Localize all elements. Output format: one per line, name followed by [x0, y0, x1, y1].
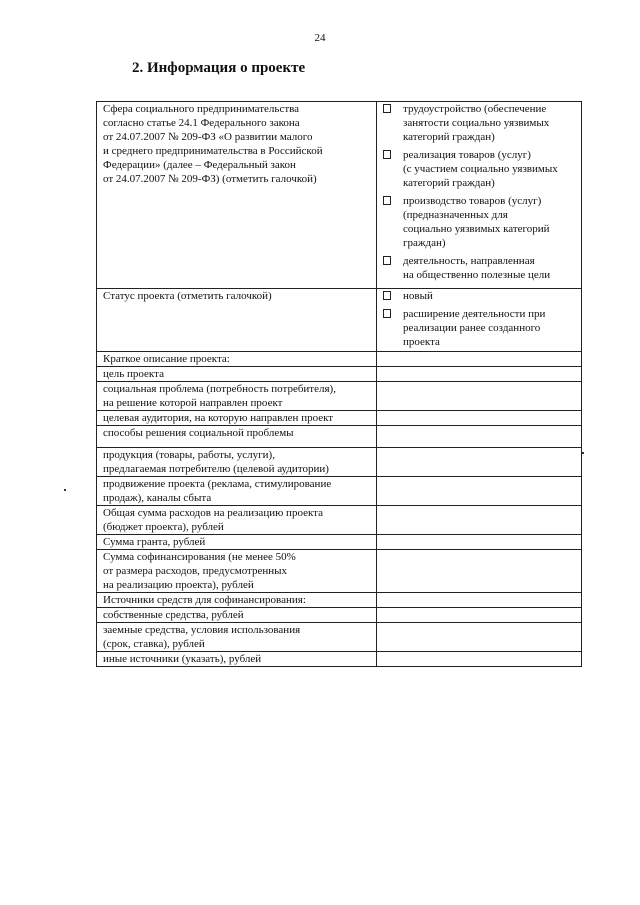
row-label: социальная проблема (потребность потребителя), на решение которой направлен проект: [103, 383, 336, 409]
sphere-option-public-benefit[interactable]: [383, 254, 578, 282]
table-row: [97, 550, 582, 593]
table-row: [97, 382, 582, 411]
project-info-table: [96, 101, 582, 667]
row-label: целевая аудитория, на которую направлен проект: [103, 412, 334, 424]
checkbox-icon[interactable]: [383, 309, 391, 318]
status-options-cell: [377, 289, 582, 352]
row-label: Сумма гранта, рублей: [103, 536, 206, 548]
row-label: продукция (товары, работы, услуги), предлагаемая потребителю (целевой аудитории): [103, 449, 329, 475]
table-row: [97, 506, 582, 535]
value-cell[interactable]: [377, 550, 582, 593]
scan-speck: [582, 452, 584, 454]
value-cell[interactable]: [377, 506, 582, 535]
value-cell[interactable]: [377, 593, 582, 608]
sphere-options-cell: [377, 102, 582, 289]
row-label: заемные средства, условия использования (срок, ставка), рублей: [103, 624, 301, 650]
table-row: [97, 352, 582, 367]
status-option-expansion[interactable]: [383, 307, 578, 349]
value-cell[interactable]: [377, 652, 582, 667]
checkbox-icon[interactable]: [383, 196, 391, 205]
checkbox-icon[interactable]: [383, 104, 391, 113]
checkbox-icon[interactable]: [383, 291, 391, 300]
checkbox-icon[interactable]: [383, 256, 391, 265]
table-row: [97, 652, 582, 667]
sphere-option-production[interactable]: [383, 194, 578, 250]
table-row: [97, 477, 582, 506]
table-row: [97, 367, 582, 382]
table-row: [97, 411, 582, 426]
scan-speck: [64, 489, 66, 491]
option-label: расширение деятельности при реализации ранее созданного проекта: [403, 308, 546, 348]
row-label: цель проекта: [103, 368, 164, 380]
sphere-option-employment[interactable]: [383, 102, 578, 144]
option-label: новый: [403, 290, 433, 302]
option-label: трудоустройство (обеспечение занятости социально уязвимых категорий граждан): [403, 103, 550, 143]
row-label: Общая сумма расходов на реализацию проекта (бюджет проекта), рублей: [103, 507, 323, 533]
table-row: [97, 608, 582, 623]
row-label: способы решения социальной проблемы: [103, 427, 294, 439]
section-title: 2. Информация о проекте: [132, 60, 306, 76]
option-label: производство товаров (услуг) (предназначенных для социально уязвимых категорий граждан): [403, 195, 550, 249]
sphere-label-cell: [97, 102, 377, 289]
value-cell[interactable]: [377, 623, 582, 652]
table-row: [97, 448, 582, 477]
table-row: [97, 426, 582, 448]
sphere-label: Сфера социального предпринимательства согласно статье 24.1 Федерального закона от 24.07.2007 № 209-ФЗ «О развитии малого и среднего предпринимательства в Российской Федерации» (далее – Федеральный закон от 24.07.2007 № 209-ФЗ) (отметить галочкой): [103, 103, 323, 185]
table-row: [97, 535, 582, 550]
value-cell[interactable]: [377, 535, 582, 550]
value-cell[interactable]: [377, 367, 582, 382]
value-cell[interactable]: [377, 448, 582, 477]
sphere-row: [97, 102, 582, 289]
sphere-option-sales[interactable]: [383, 148, 578, 190]
status-option-new[interactable]: [383, 289, 578, 303]
page-number: 24: [314, 32, 326, 44]
table-row: [97, 623, 582, 652]
table-row: [97, 593, 582, 608]
row-label: Источники средств для софинансирования:: [103, 594, 306, 606]
value-cell[interactable]: [377, 608, 582, 623]
value-cell[interactable]: [377, 411, 582, 426]
row-label: собственные средства, рублей: [103, 609, 244, 621]
status-label-cell: [97, 289, 377, 352]
value-cell[interactable]: [377, 352, 582, 367]
value-cell[interactable]: [377, 426, 582, 448]
row-label: продвижение проекта (реклама, стимулирование продаж), каналы сбыта: [103, 478, 332, 504]
value-cell[interactable]: [377, 382, 582, 411]
row-label: иные источники (указать), рублей: [103, 653, 262, 665]
status-row: [97, 289, 582, 352]
value-cell[interactable]: [377, 477, 582, 506]
option-label: деятельность, направленная на общественно полезные цели: [403, 255, 551, 281]
status-label: Статус проекта (отметить галочкой): [103, 290, 272, 302]
row-label: Сумма софинансирования (не менее 50% от размера расходов, предусмотренных на реализацию проекта), рублей: [103, 551, 296, 591]
option-label: реализация товаров (услуг) (с участием социально уязвимых категорий граждан): [403, 149, 558, 189]
row-label: Краткое описание проекта:: [103, 353, 230, 365]
checkbox-icon[interactable]: [383, 150, 391, 159]
